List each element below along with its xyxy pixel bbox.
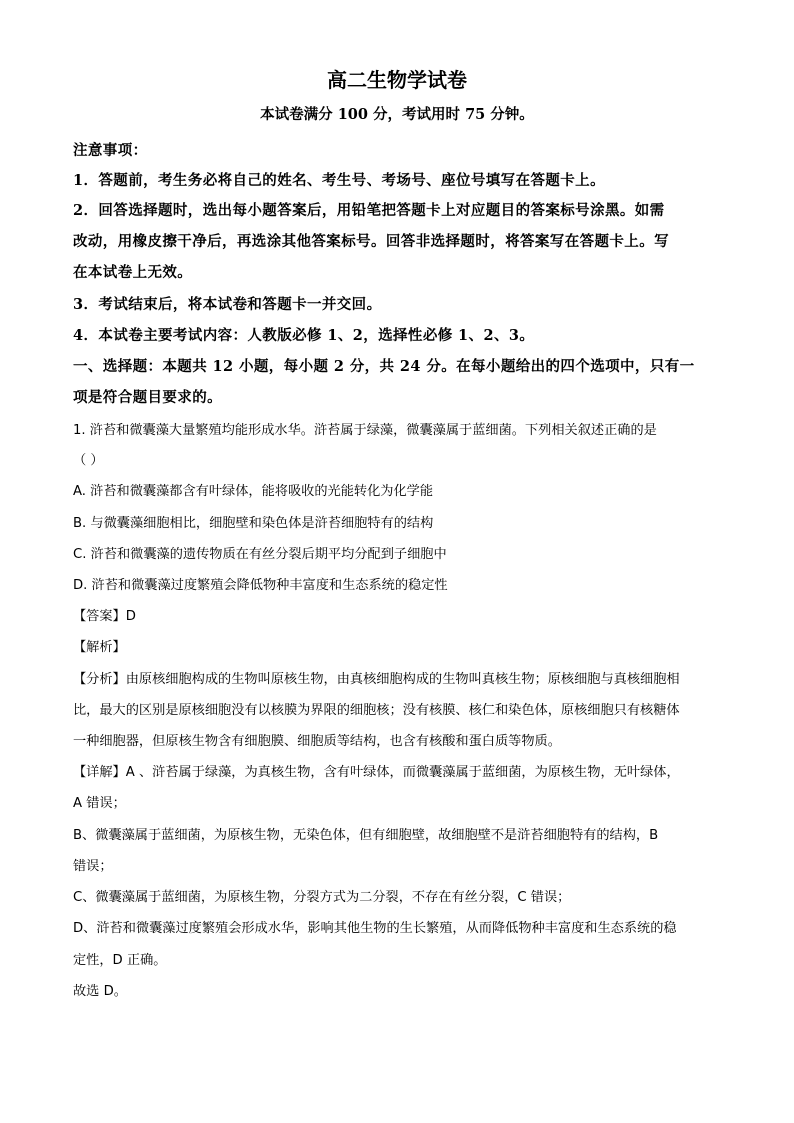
option-d: D. 浒苔和微囊藻过度繁殖会降低物种丰富度和生态系统的稳定性 [73,578,448,593]
notes-heading: 注意事项： [73,142,148,159]
section-heading: 一、选择题：本题共 12 小题，每小题 2 分，共 24 分。在每小题给出的四个选项中，只有一 [73,358,695,375]
section-heading-cont: 项是符合题目要求的。 [73,389,222,406]
note-line: 4．本试卷主要考试内容：人教版必修 1、2，选择性必修 1、2、3。 [73,327,535,344]
note-line: 改动，用橡皮擦干净后，再选涂其他答案标号。回答非选择题时，将答案写在答题卡上。写 [73,233,669,250]
detail-line: 错误； [73,859,113,874]
note-line: 2．回答选择题时，选出每小题答案后，用铅笔把答题卡上对应题目的答案标号涂黑。如需 [73,202,665,219]
analysis-line: 比，最大的区别是原核细胞没有以核膜为界限的细胞核；没有核膜、核仁和染色体，原核细胞只有核糖体 [73,703,680,718]
detail-line: B、微囊藻属于蓝细菌，为原核生物，无染色体，但有细胞壁，故细胞壁不是浒苔细胞特有的结构，B [73,828,659,843]
question-stem: 1. 浒苔和微囊藻大量繁殖均能形成水华。浒苔属于绿藻，微囊藻属于蓝细菌。下列相关叙述正确的是 [73,423,657,438]
option-b: B. 与微囊藻细胞相比，细胞壁和染色体是浒苔细胞特有的结构 [73,516,434,531]
note-line: 在本试卷上无效。 [73,264,193,281]
analysis-label: 【解析】 [73,640,126,655]
detail-line: A 错误； [73,796,126,811]
analysis-line: 【分析】由原核细胞构成的生物叫原核生物，由真核细胞构成的生物叫真核生物；原核细胞与真核细胞相 [73,672,680,687]
page-title: 高二生物学试卷 [327,68,467,92]
detail-line: D、浒苔和微囊藻过度繁殖会形成水华，影响其他生物的生长繁殖，从而降低物种丰富度和生态系统的稳 [73,921,677,936]
question-blank: （ ） [73,453,104,468]
answer-label: 【答案】D [73,609,136,624]
option-a: A. 浒苔和微囊藻都含有叶绿体，能将吸收的光能转化为化学能 [73,484,434,499]
analysis-line: 一种细胞器，但原核生物含有细胞膜、细胞质等结构，也含有核酸和蛋白质等物质。 [73,734,561,749]
note-line: 1．答题前，考生务必将自己的姓名、考生号、考场号、座位号填写在答题卡上。 [73,172,605,189]
detail-line: 定性，D 正确。 [73,953,167,968]
detail-line: 【详解】A 、浒苔属于绿藻，为真核生物，含有叶绿体，而微囊藻属于蓝细菌，为原核生物，无叶绿体， [73,765,680,780]
option-c: C. 浒苔和微囊藻的遗传物质在有丝分裂后期平均分配到子细胞中 [73,547,447,562]
exam-info: 本试卷满分 100 分，考试用时 75 分钟。 [260,106,534,123]
conclusion-line: 故选 D。 [73,984,127,999]
detail-line: C、微囊藻属于蓝细菌，为原核生物，分裂方式为二分裂，不存在有丝分裂，C 错误； [73,890,571,905]
note-line: 3．考试结束后，将本试卷和答题卡一并交回。 [73,296,382,313]
